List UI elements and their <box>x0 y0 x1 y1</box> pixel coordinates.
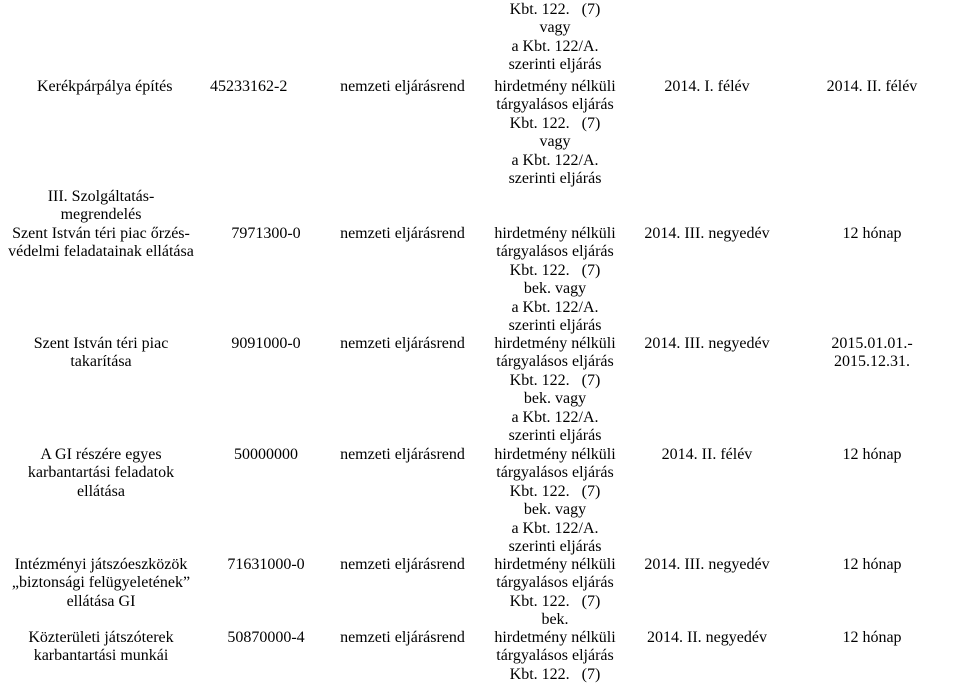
cpv-code: 45233162-2 <box>210 78 288 95</box>
table-row <box>0 78 960 188</box>
start-period: 2014. III. negyedév <box>644 556 770 573</box>
duration: 2014. II. félév <box>826 78 918 95</box>
start-period: 2014. I. félév <box>664 78 750 95</box>
procedure-type: hirdetmény nélküli tárgyalásos eljárás Kbt. 122. (7) <box>494 629 616 683</box>
section-header: III. Szolgáltatás- megrendelés <box>47 188 155 224</box>
duration: 12 hónap <box>842 225 902 242</box>
start-period: 2014. II. negyedév <box>647 629 767 646</box>
start-period: 2014. II. félév <box>661 446 753 463</box>
procedure-type: Kbt. 122. (7) vagy a Kbt. 122/A. szerinti eljárás <box>508 1 602 74</box>
cpv-code: 50000000 <box>234 446 298 463</box>
cpv-code: 7971300-0 <box>231 225 301 242</box>
cpv-code: 50870000-4 <box>227 629 305 646</box>
start-period: 2014. III. negyedév <box>644 225 770 242</box>
table-row <box>0 225 960 335</box>
cpv-code: 71631000-0 <box>227 556 305 573</box>
procedure-type: hirdetmény nélküli tárgyalásos eljárás Kbt. 122. (7) bek. vagy a Kbt. 122/A. szerinti eljárás <box>494 225 616 335</box>
table-row <box>0 629 960 683</box>
procedure-type: hirdetmény nélküli tárgyalásos eljárás Kbt. 122. (7) bek. vagy a Kbt. 122/A. szerinti eljárás <box>494 446 616 556</box>
procedure-regime: nemzeti eljárásrend <box>340 225 465 242</box>
table-row-continuation <box>0 1 960 74</box>
duration: 12 hónap <box>842 629 902 646</box>
table-row <box>0 335 960 445</box>
table-row <box>0 556 960 629</box>
section-header-row <box>0 188 960 224</box>
project-name: Szent István téri piac őrzés- védelmi feladatainak ellátása <box>8 225 194 261</box>
duration: 12 hónap <box>842 556 902 573</box>
project-name: Közterületi játszóterek karbantartási munkái <box>28 629 174 665</box>
procedure-type: hirdetmény nélküli tárgyalásos eljárás Kbt. 122. (7) bek. vagy a Kbt. 122/A. szerinti eljárás <box>494 335 616 445</box>
project-name: Kerékpárpálya építés <box>37 78 173 95</box>
procedure-regime: nemzeti eljárásrend <box>340 78 465 95</box>
procedure-type: hirdetmény nélküli tárgyalásos eljárás Kbt. 122. (7) vagy a Kbt. 122/A. szerinti eljárás <box>494 78 616 188</box>
duration: 12 hónap <box>842 446 902 463</box>
cpv-code: 9091000-0 <box>231 335 301 352</box>
project-name: Szent István téri piac takarítása <box>33 335 169 371</box>
start-period: 2014. III. negyedév <box>644 335 770 352</box>
procedure-type: hirdetmény nélküli tárgyalásos eljárás Kbt. 122. (7) bek. <box>494 556 616 629</box>
duration: 2015.01.01.- 2015.12.31. <box>831 335 913 371</box>
project-name: Intézményi játszóeszközök „biztonsági felügyeletének” ellátása GI <box>11 556 191 610</box>
table-row <box>0 446 960 556</box>
procedure-regime: nemzeti eljárásrend <box>340 446 465 463</box>
procedure-regime: nemzeti eljárásrend <box>340 556 465 573</box>
procedure-regime: nemzeti eljárásrend <box>340 629 465 646</box>
project-name: A GI részére egyes karbantartási feladatok ellátása <box>27 446 175 500</box>
procedure-regime: nemzeti eljárásrend <box>340 335 465 352</box>
